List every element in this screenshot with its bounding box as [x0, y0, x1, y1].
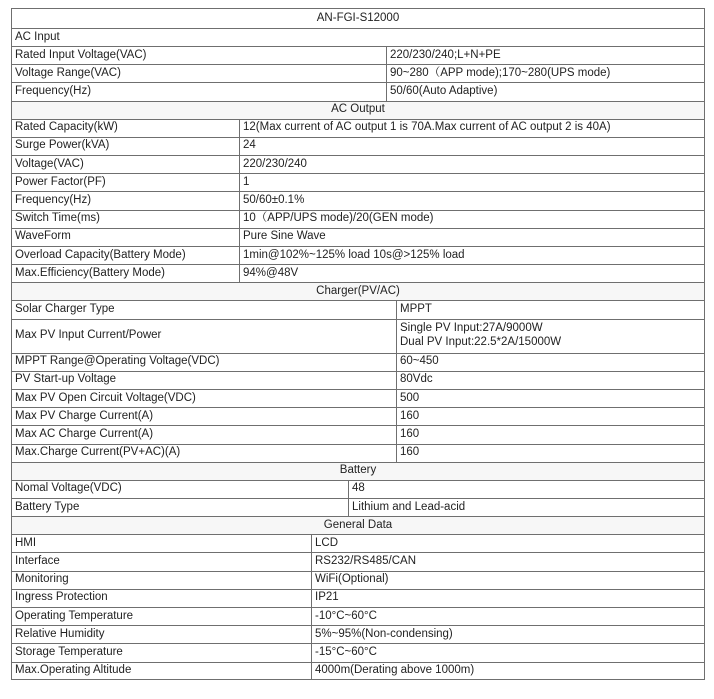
spec-row [11, 191, 705, 209]
spec-value [348, 481, 704, 498]
spec-label [12, 663, 311, 679]
spec-label [12, 320, 396, 353]
spec-row [11, 300, 705, 318]
spec-value-line: 1 [243, 175, 250, 188]
spec-label-text: Voltage Range(VAC) [15, 66, 121, 79]
spec-label [12, 426, 396, 443]
spec-row [11, 319, 705, 353]
section-header: General Data [11, 516, 705, 534]
spec-label-text: Max PV Charge Current(A) [15, 409, 154, 422]
spec-value [311, 663, 704, 679]
spec-label-text: Relative Humidity [15, 627, 105, 640]
section-header: Battery [11, 462, 705, 480]
section-header: AC Input [11, 28, 705, 46]
spec-row [11, 552, 705, 570]
spec-label [12, 229, 239, 246]
spec-row [11, 210, 705, 228]
spec-label [12, 211, 239, 228]
spec-label [12, 138, 239, 155]
spec-row [11, 444, 705, 462]
spec-row [11, 119, 705, 137]
spec-label [12, 572, 311, 589]
section-header: AC Output [11, 101, 705, 119]
spec-label [12, 83, 386, 100]
spec-label [12, 390, 396, 407]
spec-label-text: Frequency(Hz) [15, 85, 92, 98]
spec-label [12, 120, 239, 137]
spec-label-text: Max.Charge Current(PV+AC)(A) [15, 446, 181, 459]
spec-row [11, 46, 705, 64]
spec-row [11, 662, 705, 680]
spec-label [12, 47, 386, 64]
spec-value [239, 211, 704, 228]
spec-label [12, 590, 311, 607]
spec-value [386, 65, 704, 82]
spec-label [12, 247, 239, 264]
spec-label-text: Ingress Protection [15, 591, 108, 604]
spec-label-text: Solar Charger Type [15, 303, 115, 316]
spec-row [11, 173, 705, 191]
spec-value [239, 138, 704, 155]
spec-row [11, 246, 705, 264]
spec-value-line: 48 [352, 482, 365, 495]
spec-value [396, 390, 704, 407]
spec-label [12, 65, 386, 82]
spec-value [396, 445, 704, 462]
spec-label [12, 408, 396, 425]
spec-value [311, 535, 704, 552]
spec-label-text: Battery Type [15, 500, 80, 513]
spec-label-text: Max PV Input Current/Power [15, 329, 162, 342]
spec-value-line: 10（APP/UPS mode)/20(GEN mode) [243, 212, 434, 225]
spec-value-line: 220/230/240 [243, 157, 307, 170]
spec-label-text: MPPT Range@Operating Voltage(VDC) [15, 355, 220, 368]
spec-label-text: Monitoring [15, 573, 69, 586]
spec-label [12, 644, 311, 661]
spec-value [239, 247, 704, 264]
spec-value-line: -15°C~60°C [315, 646, 377, 659]
spec-value-line: 94%@48V [243, 266, 299, 279]
spec-value-line: 5%~95%(Non-condensing) [315, 627, 453, 640]
spec-label-text: Operating Temperature [15, 609, 134, 622]
spec-value-line: 160 [400, 409, 420, 422]
spec-label-text: Max PV Open Circuit Voltage(VDC) [15, 391, 196, 404]
spec-row [11, 571, 705, 589]
spec-value [396, 354, 704, 371]
spec-label [12, 265, 239, 282]
spec-row [11, 371, 705, 389]
spec-row [11, 82, 705, 100]
spec-label-text: HMI [15, 536, 37, 549]
spec-label-text: Max.Operating Altitude [15, 663, 132, 676]
spec-label [12, 626, 311, 643]
spec-row [11, 480, 705, 498]
spec-value [311, 608, 704, 625]
spec-label [12, 354, 396, 371]
spec-value-line: -10°C~60°C [315, 609, 377, 622]
spec-label-text: Rated Input Voltage(VAC) [15, 48, 147, 61]
spec-value-line: Pure Sine Wave [243, 230, 326, 243]
spec-label-text: Rated Capacity(kW) [15, 121, 118, 134]
spec-label-text: Nomal Voltage(VDC) [15, 482, 122, 495]
spec-value [239, 120, 704, 137]
table-title: AN-FGI-S12000 [11, 8, 705, 28]
spec-value [396, 301, 704, 318]
spec-row [11, 264, 705, 282]
spec-value [239, 192, 704, 209]
spec-label [12, 608, 311, 625]
spec-value-line: 160 [400, 446, 420, 459]
spec-value [311, 572, 704, 589]
spec-value [311, 626, 704, 643]
spec-label-text: PV Start-up Voltage [15, 373, 117, 386]
spec-value [239, 229, 704, 246]
spec-value-line: 50/60(Auto Adaptive) [390, 85, 498, 98]
spec-label [12, 192, 239, 209]
spec-label [12, 553, 311, 570]
spec-value [348, 499, 704, 516]
spec-label [12, 301, 396, 318]
spec-value-line: WiFi(Optional) [315, 573, 389, 586]
spec-row [11, 353, 705, 371]
spec-value [396, 408, 704, 425]
spec-value-line: IP21 [315, 591, 339, 604]
spec-value [239, 174, 704, 191]
spec-label-text: WaveForm [15, 230, 71, 243]
spec-label [12, 156, 239, 173]
spec-label-text: Surge Power(kVA) [15, 139, 110, 152]
spec-row [11, 425, 705, 443]
spec-label [12, 535, 311, 552]
spec-row [11, 64, 705, 82]
spec-label-text: Interface [15, 555, 60, 568]
spec-value-line: Lithium and Lead-acid [352, 500, 466, 513]
spec-label [12, 372, 396, 389]
spec-label-text: Frequency(Hz) [15, 194, 92, 207]
spec-value-line: LCD [315, 536, 339, 549]
spec-label [12, 499, 348, 516]
spec-row [11, 625, 705, 643]
spec-label-text: Max.Efficiency(Battery Mode) [15, 266, 165, 279]
spec-row [11, 389, 705, 407]
spec-label-text: Max AC Charge Current(A) [15, 428, 154, 441]
spec-value [239, 156, 704, 173]
spec-value-line: 220/230/240;L+N+PE [390, 48, 501, 61]
spec-row [11, 643, 705, 661]
spec-label-text: Switch Time(ms) [15, 212, 100, 225]
spec-row [11, 498, 705, 516]
spec-row [11, 155, 705, 173]
spec-value-line: 160 [400, 428, 420, 441]
spec-value [311, 590, 704, 607]
spec-value [396, 372, 704, 389]
spec-row [11, 607, 705, 625]
spec-value-line: 12(Max current of AC output 1 is 70A.Max current of AC output 2 is 40A) [243, 121, 611, 134]
spec-value [386, 83, 704, 100]
spec-row [11, 589, 705, 607]
spec-value-line: Dual PV Input:22.5*2A/15000W [400, 336, 562, 349]
spec-value-line: 4000m(Derating above 1000m) [315, 663, 475, 676]
spec-value-line: 500 [400, 391, 420, 404]
spec-row [11, 228, 705, 246]
spec-label [12, 481, 348, 498]
spec-row [11, 407, 705, 425]
spec-value-line: 50/60±0.1% [243, 194, 305, 207]
spec-label-text: Storage Temperature [15, 646, 123, 659]
spec-value [239, 265, 704, 282]
spec-value [311, 553, 704, 570]
spec-value-line: 80Vdc [400, 373, 433, 386]
spec-label-text: Voltage(VAC) [15, 157, 84, 170]
spec-value-line: MPPT [400, 303, 432, 316]
spec-value-line: 1min@102%~125% load 10s@>125% load [243, 248, 465, 261]
section-header: Charger(PV/AC) [11, 282, 705, 300]
spec-value [386, 47, 704, 64]
spec-row [11, 137, 705, 155]
spec-value-line: 90~280（APP mode);170~280(UPS mode) [390, 66, 611, 79]
spec-value [396, 426, 704, 443]
spec-value-line: RS232/RS485/CAN [315, 555, 416, 568]
spec-value-line: 24 [243, 139, 256, 152]
spec-row [11, 534, 705, 552]
spec-value-line: Single PV Input:27A/9000W [400, 322, 543, 335]
spec-label [12, 445, 396, 462]
spec-label [12, 174, 239, 191]
spec-label-text: Power Factor(PF) [15, 175, 106, 188]
spec-value-line: 60~450 [400, 355, 439, 368]
spec-label-text: Overload Capacity(Battery Mode) [15, 248, 186, 261]
spec-value [311, 644, 704, 661]
spec-value [396, 320, 704, 353]
